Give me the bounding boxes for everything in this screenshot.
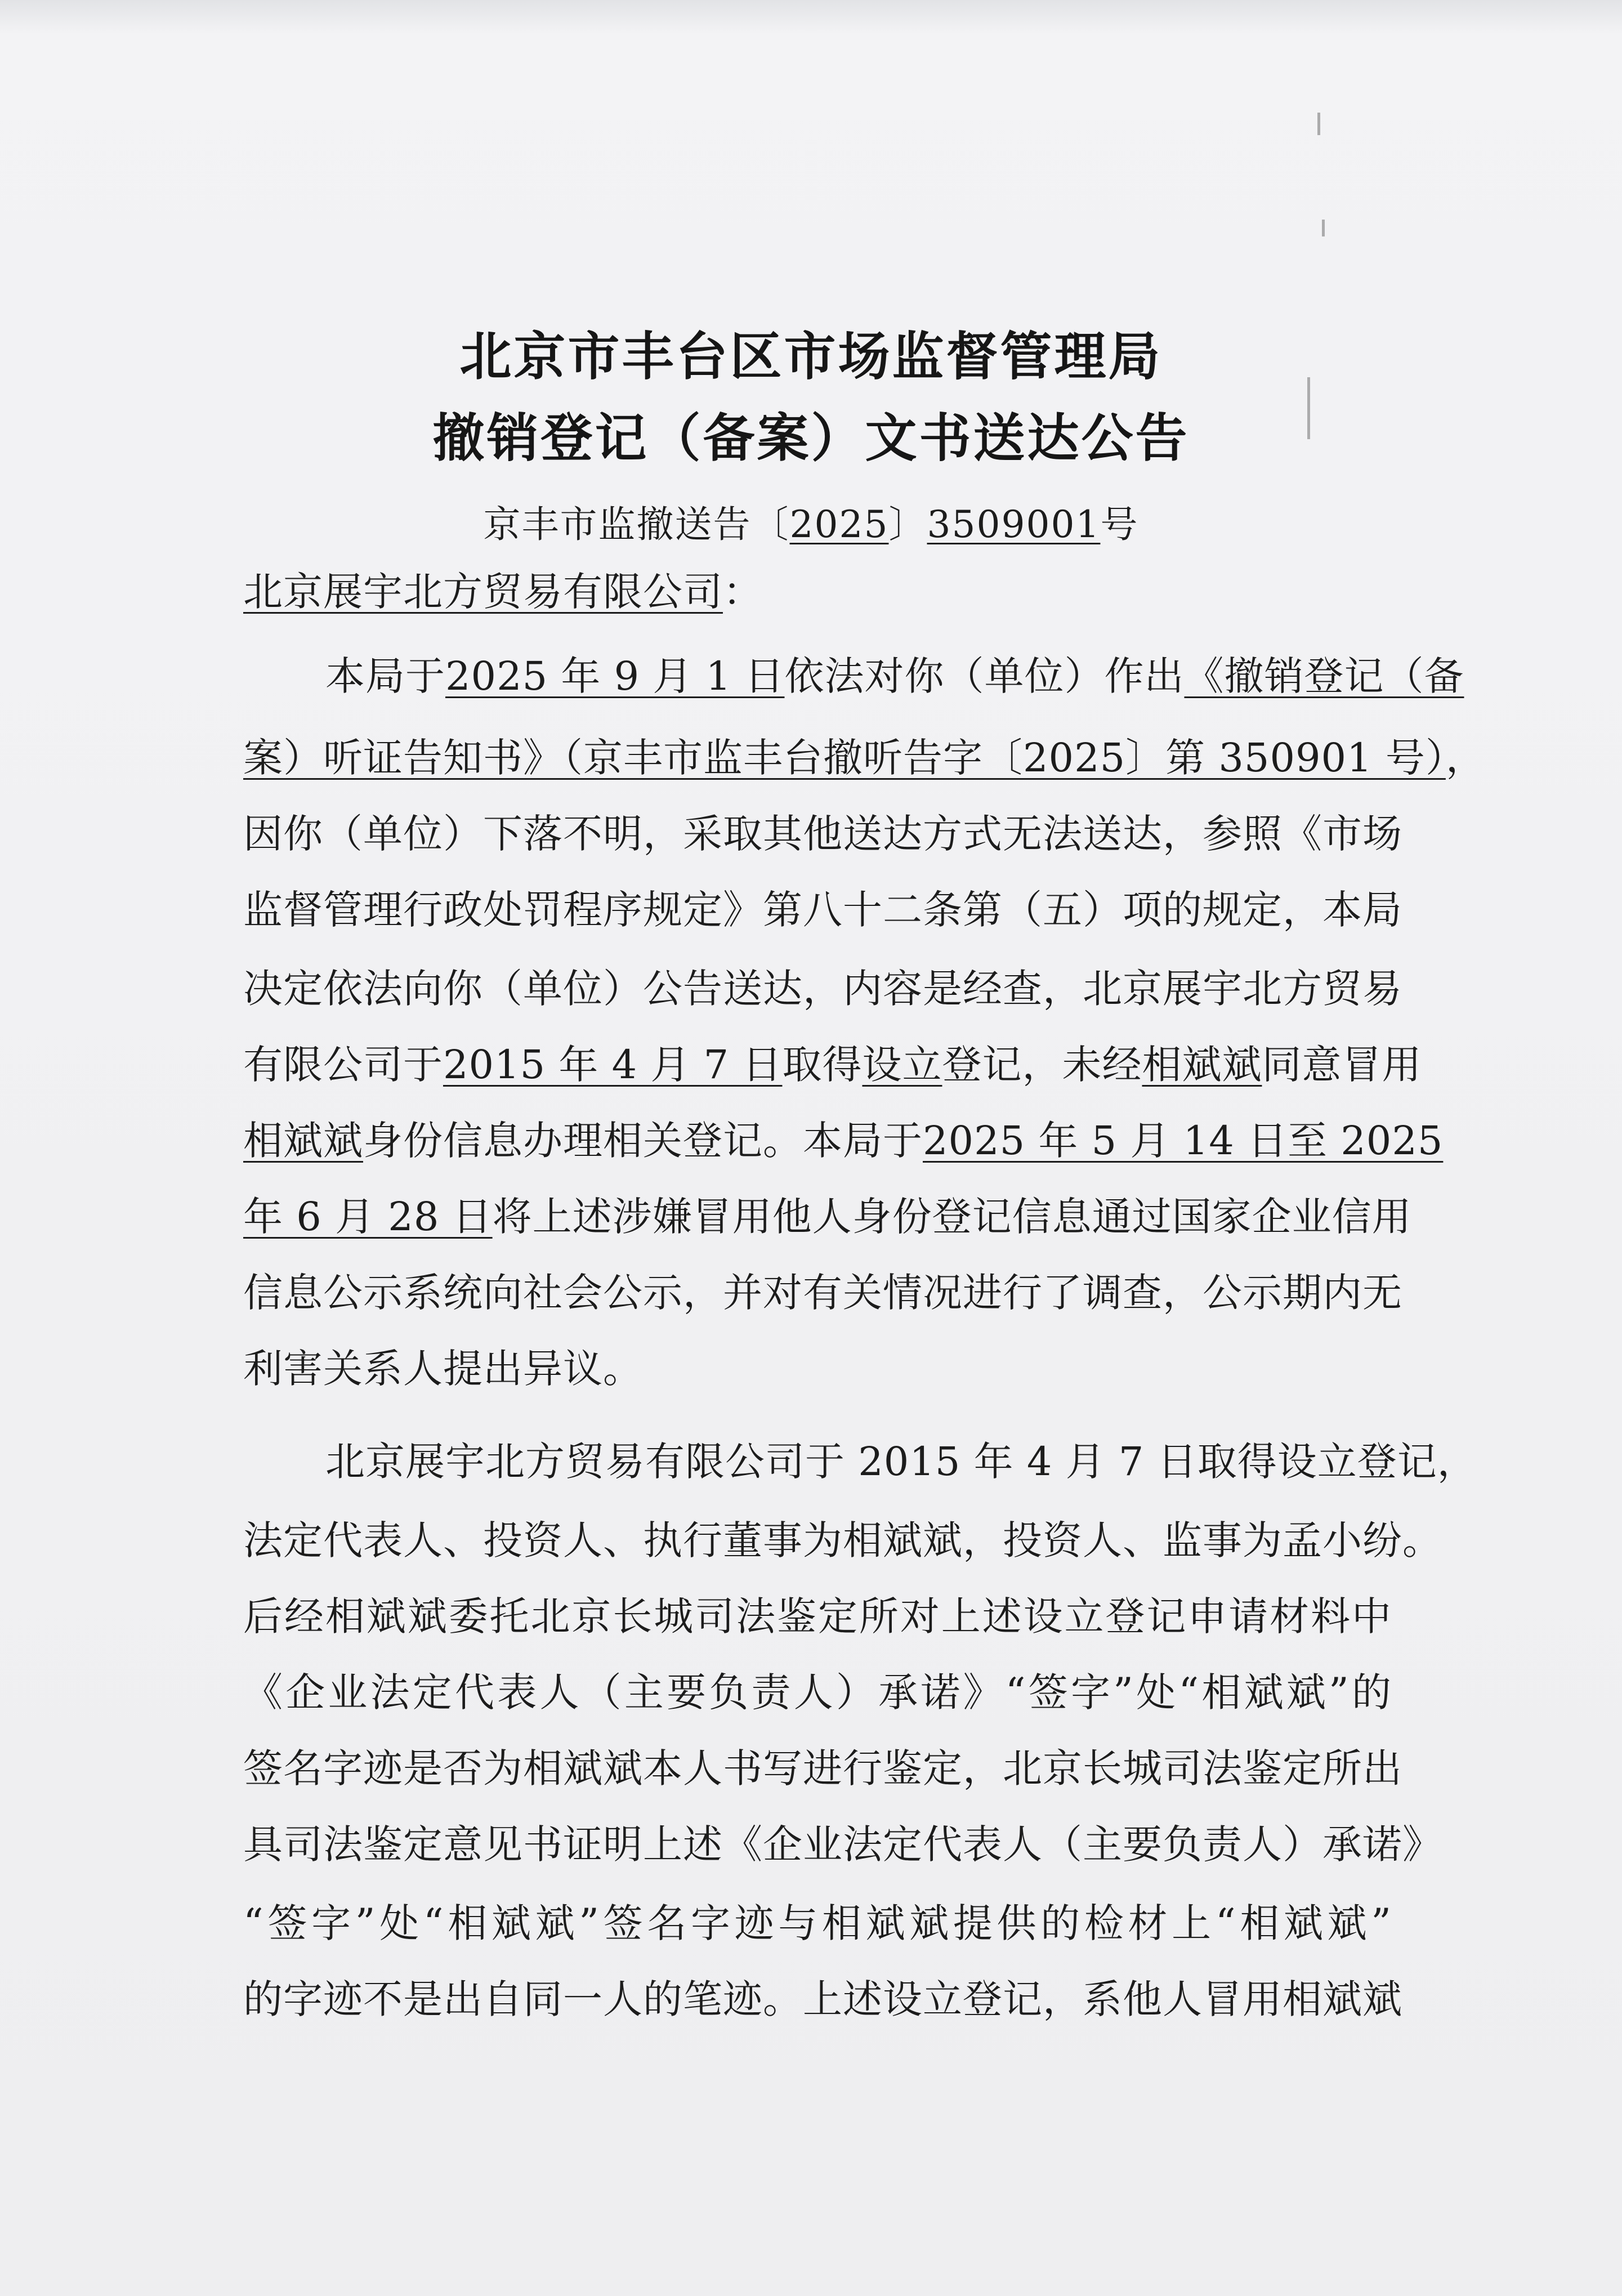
p1-line: 决定依法向你（单位）公告送达，内容是经查，北京展宇北方贸易 [243, 966, 1402, 1012]
document-number: 京丰市监撤送告〔2025〕3509001号 [483, 503, 1139, 546]
p2-line: 法定代表人、投资人、执行董事为相斌斌，投资人、监事为孟小纷。 [243, 1517, 1442, 1564]
p1-line: 有限公司于2015 年 4 月 7 日取得设立登记，未经相斌斌同意冒用 [243, 1042, 1422, 1088]
p1-line: 因你（单位）下落不明，采取其他送达方式无法送达，参照《市场 [243, 811, 1402, 857]
p2-line: 具司法鉴定意见书证明上述《企业法定代表人（主要负责人）承诺》 [243, 1821, 1442, 1868]
p2-line: 签名字迹是否为相斌斌本人书写进行鉴定，北京长城司法鉴定所出 [243, 1745, 1402, 1792]
scan-mark [1322, 220, 1325, 236]
doc-num: 3509001 [927, 503, 1101, 546]
notice-title-line2: 撤销登记（备案）文书送达公告 [432, 408, 1190, 468]
addressee: 北京展宇北方贸易有限公司： [243, 569, 763, 615]
p1-line: 年 6 月 28 日将上述涉嫌冒用他人身份登记信息通过国家企业信用 [243, 1194, 1412, 1240]
doc-year: 2025 [789, 503, 889, 546]
p1-line: 信息公示系统向社会公示，并对有关情况进行了调查，公示期内无 [243, 1270, 1402, 1316]
p2-line: “签字”处“相斌斌”签名字迹与相斌斌提供的检材上“相斌斌” [243, 1900, 1392, 1946]
p1-line: 监督管理行政处罚程序规定》第八十二条第（五）项的规定，本局 [243, 887, 1402, 933]
notice-title-line1: 北京市丰台区市场监督管理局 [459, 327, 1163, 387]
p2-line: 北京展宇北方贸易有限公司于 2015 年 4 月 7 日取得设立登记， [325, 1439, 1477, 1485]
p1-line: 本局于2025 年 9 月 1 日依法对你（单位）作出《撤销登记（备 [325, 653, 1464, 699]
p2-line: 《企业法定代表人（主要负责人）承诺》“签字”处“相斌斌”的 [243, 1669, 1392, 1716]
p2-line: 后经相斌斌委托北京长城司法鉴定所对上述设立登记申请材料中 [243, 1593, 1392, 1640]
p1-line: 相斌斌身份信息办理相关登记。本局于2025 年 5 月 14 日至 2025 [243, 1118, 1444, 1164]
page-shadow [0, 0, 1622, 34]
p1-line: 利害关系人提出异议。 [243, 1346, 643, 1392]
scan-mark [1317, 113, 1320, 135]
p1-line: 案）听证告知书》（京丰市监丰台撤听告字〔2025〕第 350901 号）， [243, 735, 1486, 781]
p2-line: 的字迹不是出自同一人的笔迹。上述设立登记，系他人冒用相斌斌 [243, 1976, 1402, 2022]
